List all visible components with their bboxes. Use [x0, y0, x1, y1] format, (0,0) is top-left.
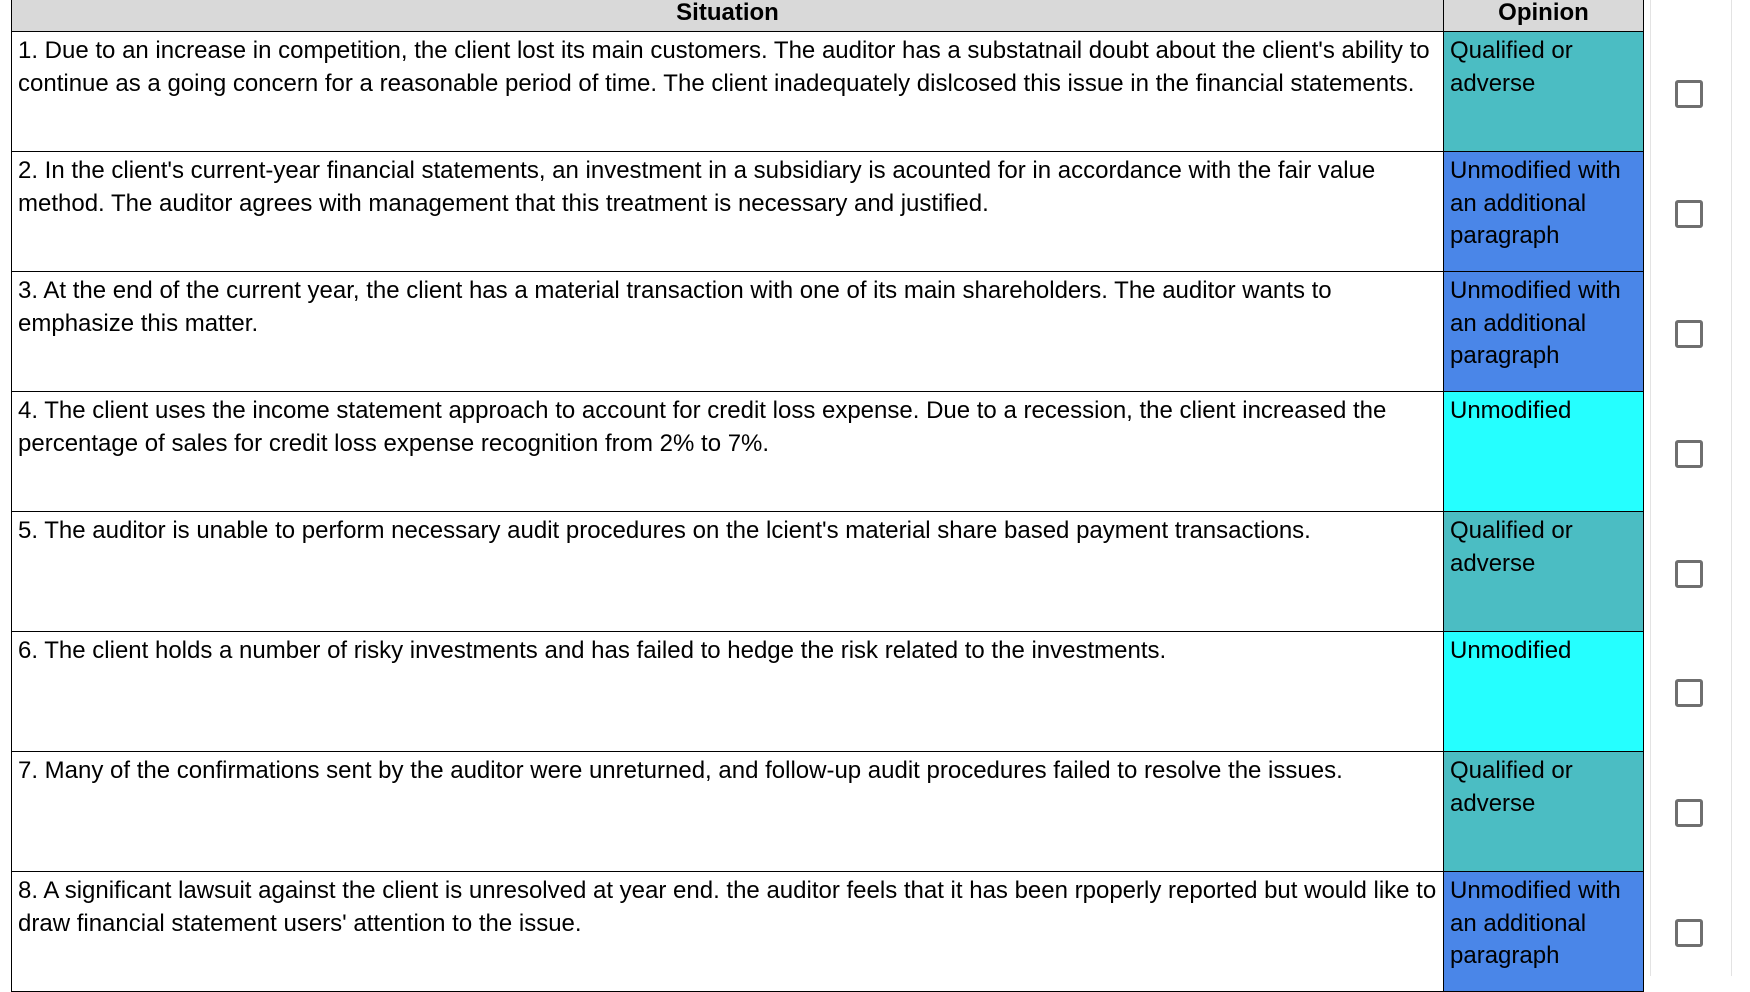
- situation-cell[interactable]: 5. The auditor is unable to perform necessary audit procedures on the lcient's material share based payment transactions.: [12, 512, 1444, 632]
- situation-cell[interactable]: 6. The client holds a number of risky investments and has failed to hedge the risk related to the investments.: [12, 632, 1444, 752]
- checkbox-icon[interactable]: [1675, 80, 1703, 108]
- situation-cell[interactable]: 2. In the client's current-year financial statements, an investment in a subsidiary is acounted for in accordance with the fair value method. The auditor agrees with management that this treatment is necessary and justified.: [12, 152, 1444, 272]
- situation-cell[interactable]: 3. At the end of the current year, the client has a material transaction with one of its main shareholders. The auditor wants to emphasize this matter.: [12, 272, 1444, 392]
- opinion-cell[interactable]: Unmodified with an additional paragraph: [1444, 272, 1644, 392]
- checkbox-icon[interactable]: [1675, 799, 1703, 827]
- audit-opinion-table: [11, 0, 1644, 992]
- opinion-header: Opinion: [1444, 0, 1644, 32]
- situation-cell[interactable]: 8. A significant lawsuit against the client is unresolved at year end. the auditor feels that it has been rpoperly reported but would like to draw financial statement users' attention to the issue.: [12, 872, 1444, 992]
- column-gridline: [1731, 0, 1732, 976]
- column-gridline: [1650, 0, 1651, 976]
- table-row: [12, 632, 1644, 752]
- checkbox-icon[interactable]: [1675, 320, 1703, 348]
- situation-header: Situation: [12, 0, 1444, 32]
- checkbox-icon[interactable]: [1675, 440, 1703, 468]
- header-row: [12, 0, 1644, 32]
- opinion-cell[interactable]: Unmodified with an additional paragraph: [1444, 152, 1644, 272]
- checkbox-icon[interactable]: [1675, 919, 1703, 947]
- table-row: [12, 152, 1644, 272]
- checkbox-icon[interactable]: [1675, 560, 1703, 588]
- situation-cell[interactable]: 1. Due to an increase in competition, the client lost its main customers. The auditor has a substatnail doubt about the client's ability to continue as a going concern for a reasonable period of time. The client inadequately dislcosed this issue in the financial statements.: [12, 32, 1444, 152]
- opinion-cell[interactable]: Unmodified with an additional paragraph: [1444, 872, 1644, 992]
- checkbox-icon[interactable]: [1675, 679, 1703, 707]
- opinion-cell[interactable]: Qualified or adverse: [1444, 512, 1644, 632]
- table-row: [12, 752, 1644, 872]
- opinion-cell[interactable]: Qualified or adverse: [1444, 752, 1644, 872]
- table-row: [12, 392, 1644, 512]
- situation-cell[interactable]: 7. Many of the confirmations sent by the auditor were unreturned, and follow-up audit procedures failed to resolve the issues.: [12, 752, 1444, 872]
- opinion-cell[interactable]: Qualified or adverse: [1444, 32, 1644, 152]
- table-row: [12, 512, 1644, 632]
- table-row: [12, 32, 1644, 152]
- opinion-cell[interactable]: Unmodified: [1444, 632, 1644, 752]
- opinion-cell[interactable]: Unmodified: [1444, 392, 1644, 512]
- table-row: [12, 872, 1644, 992]
- table-row: [12, 272, 1644, 392]
- situation-cell[interactable]: 4. The client uses the income statement approach to account for credit loss expense. Due to a recession, the client increased the percentage of sales for credit loss expense recognition from 2% to 7%.: [12, 392, 1444, 512]
- checkbox-icon[interactable]: [1675, 200, 1703, 228]
